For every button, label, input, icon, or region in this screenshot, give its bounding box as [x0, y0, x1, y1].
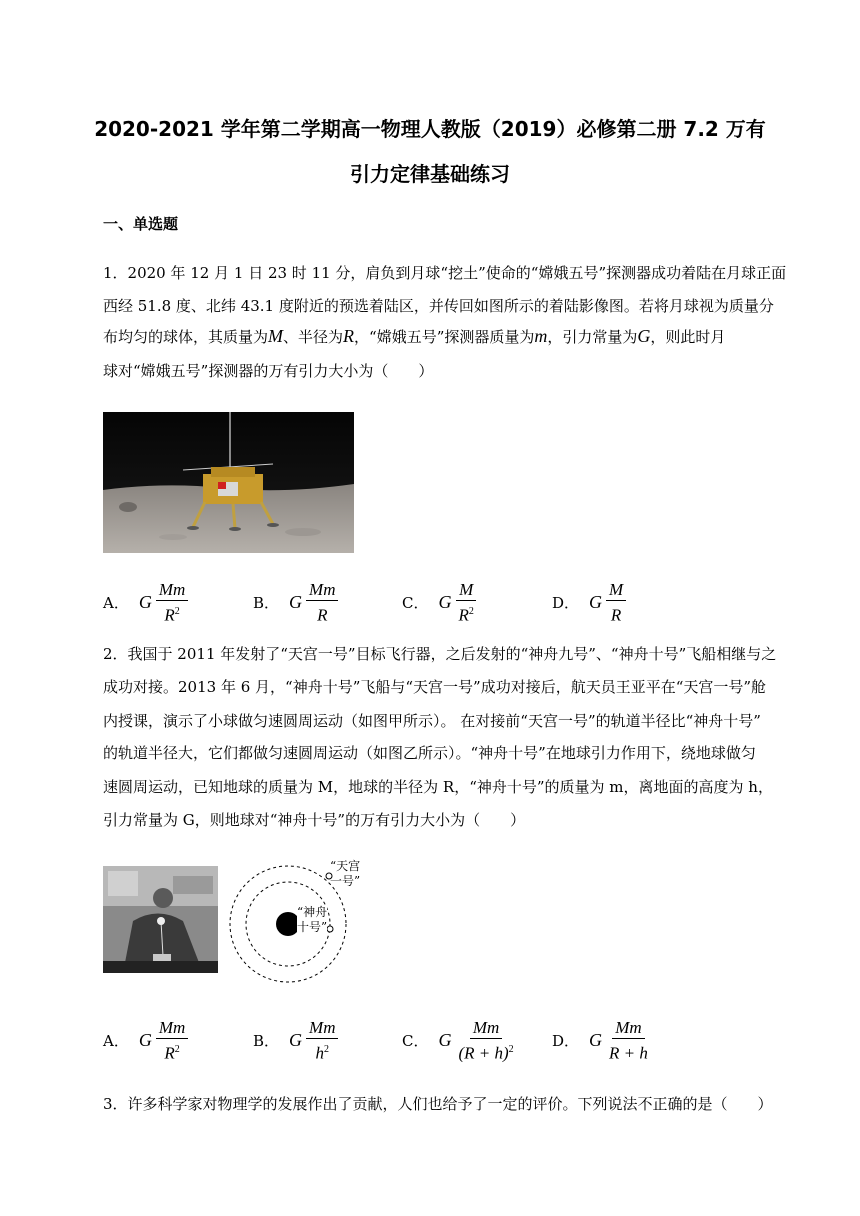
- q2-option-c[interactable]: [402, 1018, 517, 1064]
- q3-text-line1: 3．许多科学家对物理学的发展作出了贡献，人们也给予了一定的评价。下列说法不正确的是（ ）: [103, 1095, 773, 1113]
- option-label: D．: [552, 594, 580, 613]
- fraction-denominator: [161, 1039, 182, 1064]
- fraction-numerator: Mm: [306, 580, 338, 601]
- q1-option-d[interactable]: [552, 580, 626, 626]
- fraction-denominator: [606, 1039, 651, 1064]
- q1-option-c[interactable]: [402, 580, 477, 626]
- fraction-numerator: Mm: [612, 1018, 644, 1039]
- exponent: 2: [174, 606, 180, 617]
- q2-text-line4: 的轨道半径大，它们都做匀速圆周运动（如图乙所示）。“神舟十号”在地球引力作用下，绕地球做匀: [103, 744, 756, 762]
- q1-text-segment: ，“嫦娥五号”探测器质量为: [354, 328, 535, 346]
- q1-text-line1: 1．2020 年 12 月 1 日 23 时 11 分，肩负到月球“挖土”使命的“嫦娥五号”探测器成功着陆在月球正面: [103, 264, 787, 282]
- fraction-numerator: M: [606, 580, 626, 601]
- denominator-base: R: [164, 605, 175, 625]
- fraction: [306, 580, 338, 626]
- option-label: A．: [103, 594, 129, 613]
- denominator-base: (R + h): [458, 1043, 509, 1063]
- symbol-G: G: [589, 1030, 603, 1051]
- q2-option-d[interactable]: [552, 1018, 651, 1064]
- symbol-G: G: [438, 592, 452, 613]
- q2-text-line2: 成功对接。2013 年 6 月，“神舟十号”飞船与“天宫一号”成功对接后，航天员王亚平在“天宫一号”舱: [103, 678, 767, 696]
- q1-text-line2: 西经 51.8 度、北纬 43.1 度附近的预选着陆区，并传回如图所示的着陆影像图。若将月球视为质量分: [103, 297, 774, 315]
- fraction-numerator: Mm: [156, 580, 188, 601]
- fraction-denominator: [608, 601, 624, 626]
- q1-option-b[interactable]: [253, 580, 338, 626]
- fraction-denominator: [313, 1039, 333, 1064]
- denominator-base: R: [458, 605, 469, 625]
- document-title-line1: 2020-2021 学年第二学期高一物理人教版（2019）必修第二册 7.2 万有: [94, 117, 766, 141]
- fraction: [156, 1018, 188, 1064]
- fraction-denominator: [455, 1039, 516, 1064]
- q1-text-segment: 布均匀的球体，其质量为: [103, 328, 269, 346]
- q2-text-line1: 2．我国于 2011 年发射了“天宫一号”目标飞行器，之后发射的“神舟九号”、“神舟十号”飞船相继与之: [103, 645, 777, 663]
- symbol-G: G: [589, 592, 603, 613]
- denominator-base: R: [164, 1043, 175, 1063]
- q2-option-b[interactable]: [253, 1018, 338, 1064]
- symbol-R: R: [343, 326, 355, 346]
- q1-text-line3: [103, 326, 725, 347]
- symbol-M: M: [268, 326, 284, 346]
- q2-option-a[interactable]: [103, 1018, 188, 1064]
- exponent: 2: [174, 1044, 180, 1055]
- fraction: [606, 580, 626, 626]
- q1-text-line4: 球对“嫦娥五号”探测器的万有引力大小为（ ）: [103, 362, 434, 380]
- fraction-denominator: [161, 601, 182, 626]
- shenzhou-label-line2: 十号”: [297, 920, 328, 934]
- fraction-denominator: [455, 601, 476, 626]
- tiangong-label-line1: “天宫: [330, 859, 361, 873]
- symbol-G: G: [138, 1030, 152, 1051]
- fraction-numerator: Mm: [470, 1018, 502, 1039]
- document-title-line2: 引力定律基础练习: [350, 162, 510, 186]
- denominator-base: R: [317, 605, 328, 625]
- section-heading: 一、单选题: [103, 215, 179, 233]
- fraction-denominator: [314, 601, 330, 626]
- exponent: 2: [468, 606, 474, 617]
- q2-text-line6: 引力常量为 G，则地球对“神舟十号”的万有引力大小为（ ）: [103, 811, 526, 829]
- symbol-G: G: [637, 326, 651, 346]
- shenzhou-label: [297, 905, 327, 935]
- fraction: [455, 580, 476, 626]
- denominator-base: R + h: [609, 1043, 648, 1063]
- q1-text-segment: ，则此时月: [650, 328, 726, 346]
- option-label: D．: [552, 1032, 580, 1051]
- denominator-base: h: [315, 1043, 324, 1063]
- tiangong-label: [330, 859, 360, 889]
- shenzhou-label-line1: “神舟: [297, 905, 328, 919]
- fraction: [455, 1018, 516, 1064]
- q1-text-segment: ，引力常量为: [547, 328, 638, 346]
- q2-text-line3: 内授课，演示了小球做匀速圆周运动（如图甲所示）。 在对接前“天宫一号”的轨道半径比“神舟十号”: [103, 712, 761, 730]
- option-label: B．: [253, 1032, 280, 1051]
- fraction: [306, 1018, 338, 1064]
- tiangong-label-line2: 一号”: [330, 874, 361, 888]
- lunar-lander-photo: [103, 412, 354, 553]
- q1-option-a[interactable]: [103, 580, 188, 626]
- shenzhou-satellite-icon: [327, 926, 333, 932]
- denominator-base: R: [610, 605, 622, 625]
- q1-text-segment: 、半径为: [283, 328, 344, 346]
- symbol-m: m: [534, 326, 548, 346]
- option-label: A．: [103, 1032, 129, 1051]
- option-label: C．: [402, 1032, 429, 1051]
- fraction: [156, 580, 188, 626]
- symbol-G: G: [289, 1030, 303, 1051]
- fraction-numerator: Mm: [306, 1018, 338, 1039]
- option-label: C．: [402, 594, 429, 613]
- option-label: B．: [253, 594, 280, 613]
- fraction: [606, 1018, 651, 1064]
- astronaut-demo-photo: [103, 866, 218, 973]
- symbol-G: G: [438, 1030, 452, 1051]
- exponent: 2: [508, 1044, 514, 1055]
- symbol-G: G: [289, 592, 303, 613]
- fraction-numerator: M: [456, 580, 476, 601]
- exponent: 2: [324, 1044, 329, 1055]
- q2-text-line5: 速圆周运动，已知地球的质量为 M，地球的半径为 R，“神舟十号”的质量为 m，离地面的高度为 h，: [103, 778, 773, 796]
- symbol-G: G: [138, 592, 152, 613]
- fraction-numerator: Mm: [156, 1018, 188, 1039]
